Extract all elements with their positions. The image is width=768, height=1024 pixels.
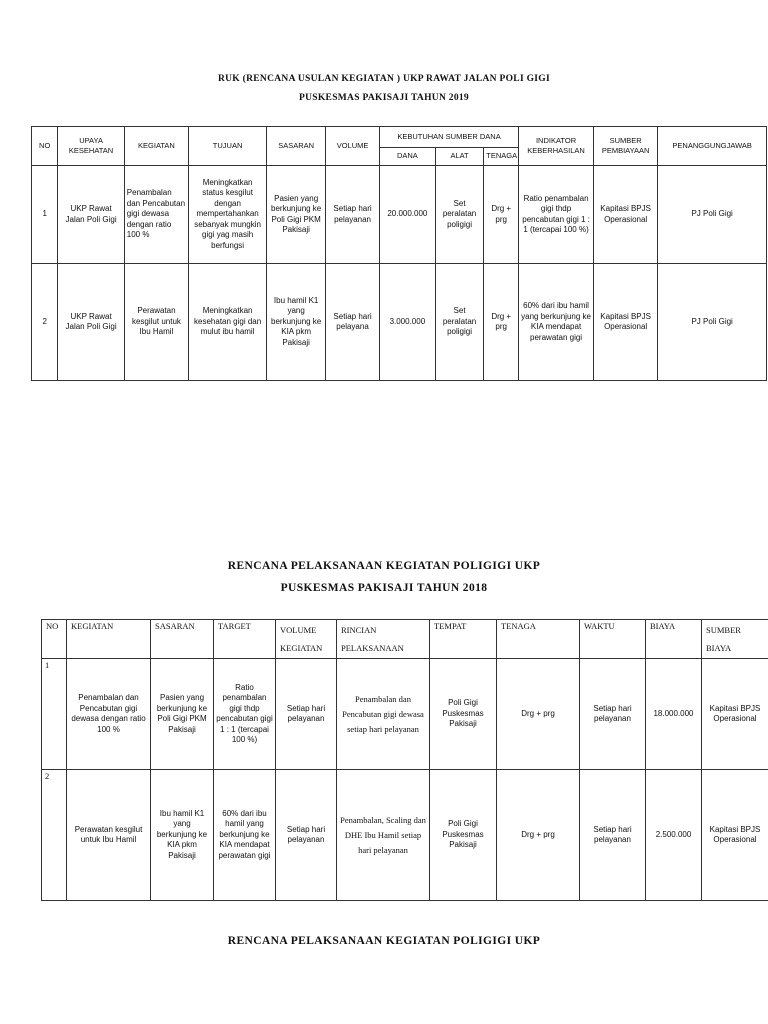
table-row xyxy=(42,659,768,770)
ruk-header-sumber: SUMBER PEMBIAYAAN xyxy=(593,127,657,166)
ruk-cell-dana: 20.000.000 xyxy=(379,166,435,264)
rpk-header-kegiatan: KEGIATAN xyxy=(67,620,151,659)
table-row xyxy=(42,770,768,901)
ruk-header-tenaga: TENAGA xyxy=(484,148,519,166)
rpk-cell-tempat: Poli Gigi Puskesmas Pakisaji xyxy=(430,659,497,770)
ruk-cell-alat: Set peralatan poligigi xyxy=(435,264,484,381)
ruk-cell-no: 2 xyxy=(32,264,58,381)
ruk-cell-sasaran: Ibu hamil K1 yang berkunjung ke KIA pkm Pakisaji xyxy=(267,264,326,381)
rpk-header-sumber: SUMBER BIAYA xyxy=(702,620,768,659)
ruk-header-kebutuhan: KEBUTUHAN SUMBER DANA xyxy=(379,127,518,148)
rpk-header-no: NO xyxy=(42,620,67,659)
ruk-header-alat: ALAT xyxy=(435,148,484,166)
table-row xyxy=(32,166,767,264)
rpk-cell-sasaran: Ibu hamil K1 yang berkunjung ke KIA pkm Pakisaji xyxy=(151,770,214,901)
rpk-cell-sumber: Kapitasi BPJS Operasional xyxy=(702,659,768,770)
rpk-cell-waktu: Setiap hari pelayanan xyxy=(580,659,646,770)
ruk-cell-tujuan: Meningkatkan status kesgilut dengan mempertahankan sebanyak mungkin gigi yag masih berfungsi xyxy=(189,166,267,264)
ruk-header-volume: VOLUME xyxy=(326,127,380,166)
rpk-cell-target: 60% dari ibu hamil yang berkunjung ke KIA mendapat perawatan gigi xyxy=(214,770,276,901)
rpk-subtitle: PUSKESMAS PAKISAJI TAHUN 2018 xyxy=(280,582,488,594)
ruk-cell-upaya: UKP Rawat Jalan Poli Gigi xyxy=(58,166,124,264)
ruk-cell-dana: 3.000.000 xyxy=(379,264,435,381)
rpk-cell-rincian: Penambalan dan Pencabutan gigi dewasa setiap hari pelayanan xyxy=(337,659,430,770)
rpk-title: RENCANA PELAKSANAAN KEGIATAN POLIGIGI UKP xyxy=(227,560,541,572)
ruk-cell-penanggung: PJ Poli Gigi xyxy=(658,166,767,264)
ruk-table xyxy=(31,126,767,381)
ruk-header-sasaran: SASARAN xyxy=(267,127,326,166)
rpk-header-biaya: BIAYA xyxy=(646,620,702,659)
ruk-cell-volume: Setiap hari pelayanan xyxy=(326,166,380,264)
rpk-cell-tempat: Poli Gigi Puskesmas Pakisaji xyxy=(430,770,497,901)
ruk-cell-sumber: Kapitasi BPJS Operasional xyxy=(593,166,657,264)
ruk-cell-no: 1 xyxy=(32,166,58,264)
ruk-header-dana: DANA xyxy=(379,148,435,166)
ruk-header-tujuan: TUJUAN xyxy=(189,127,267,166)
ruk-cell-upaya: UKP Rawat Jalan Poli Gigi xyxy=(58,264,124,381)
ruk-cell-kegiatan: Penambalan dan Pencabutan gigi dewasa dengan ratio 100 % xyxy=(124,166,188,264)
rpk-cell-tenaga: Drg + prg xyxy=(497,770,580,901)
ruk-cell-sumber: Kapitasi BPJS Operasional xyxy=(593,264,657,381)
ruk-header-upaya: UPAYA KESEHATAN xyxy=(58,127,124,166)
rpk-cell-no: 2 xyxy=(42,770,67,901)
rpk-cell-volume: Setiap hari pelayanan xyxy=(276,659,337,770)
ruk-cell-sasaran: Pasien yang berkunjung ke Poli Gigi PKM Pakisaji xyxy=(267,166,326,264)
ruk-header-penanggung: PENANGGUNGJAWAB xyxy=(658,127,767,166)
rpk-cell-biaya: 18.000.000 xyxy=(646,659,702,770)
rpk-cell-volume: Setiap hari pelayanan xyxy=(276,770,337,901)
ruk-title: RUK (RENCANA USULAN KEGIATAN ) UKP RAWAT JALAN POLI GIGI xyxy=(217,74,550,84)
ruk-cell-tenaga: Drg + prg xyxy=(484,264,519,381)
rpk-cell-no: 1 xyxy=(42,659,67,770)
rpk-cell-sumber: Kapitasi BPJS Operasional xyxy=(702,770,768,901)
ruk-cell-penanggung: PJ Poli Gigi xyxy=(658,264,767,381)
table-row xyxy=(32,264,767,381)
ruk-cell-tujuan: Meningkatkan kesehatan gigi dan mulut ibu hamil xyxy=(189,264,267,381)
rpk-table xyxy=(41,619,768,901)
ruk-cell-volume: Setiap hari pelayana xyxy=(326,264,380,381)
rpk-header-tempat: TEMPAT xyxy=(430,620,497,659)
rpk-cell-kegiatan: Penambalan dan Pencabutan gigi dewasa dengan ratio 100 % xyxy=(67,659,151,770)
rpk-cell-waktu: Setiap hari pelayanan xyxy=(580,770,646,901)
rpk-cell-kegiatan: Perawatan kesgilut untuk Ibu Hamil xyxy=(67,770,151,901)
ruk-subtitle: PUSKESMAS PAKISAJI TAHUN 2019 xyxy=(299,93,469,103)
rpk-cell-tenaga: Drg + prg xyxy=(497,659,580,770)
rpk-header-tenaga: TENAGA xyxy=(497,620,580,659)
ruk-header-no: NO xyxy=(32,127,58,166)
ruk-cell-indikator: 60% dari ibu hamil yang berkunjung ke KIA mendapat perawatan gigi xyxy=(519,264,594,381)
ruk-header-kegiatan: KEGIATAN xyxy=(124,127,188,166)
rpk-cell-rincian: Penambalan, Scaling dan DHE Ibu Hamil setiap hari pelayanan xyxy=(337,770,430,901)
rpk-header-sasaran: SASARAN xyxy=(151,620,214,659)
rpk-cell-biaya: 2.500.000 xyxy=(646,770,702,901)
rpk-header-volume: VOLUME KEGIATAN xyxy=(276,620,337,659)
rpk-header-rincian: RINCIAN PELAKSANAAN xyxy=(337,620,430,659)
rpk-cell-target: Ratio penambalan gigi thdp pencabutan gigi 1 : 1 (tercapai 100 %) xyxy=(214,659,276,770)
ruk-cell-alat: Set peralatan poligigi xyxy=(435,166,484,264)
rpk-header-target: TARGET xyxy=(214,620,276,659)
rpk-header-waktu: WAKTU xyxy=(580,620,646,659)
ruk-cell-tenaga: Drg + prg xyxy=(484,166,519,264)
ruk-header-indikator: INDIKATOR KEBERHASILAN xyxy=(519,127,594,166)
rpk-cell-sasaran: Pasien yang berkunjung ke Poli Gigi PKM Pakisaji xyxy=(151,659,214,770)
footer-title: RENCANA PELAKSANAAN KEGIATAN POLIGIGI UKP xyxy=(227,935,541,947)
ruk-cell-kegiatan: Perawatan kesgilut untuk Ibu Hamil xyxy=(124,264,188,381)
ruk-cell-indikator: Ratio penambalan gigi thdp pencabutan gigi 1 : 1 (tercapai 100 %) xyxy=(519,166,594,264)
